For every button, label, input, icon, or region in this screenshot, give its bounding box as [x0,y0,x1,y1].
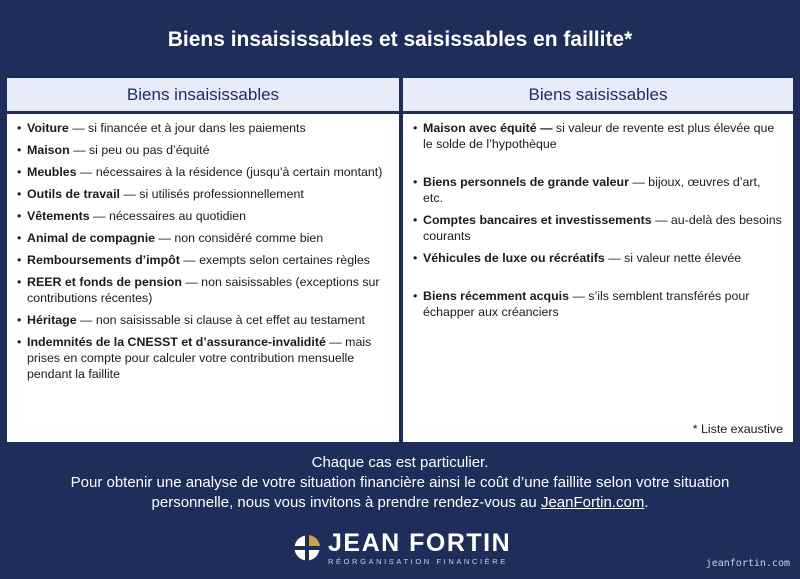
list-item: • Meubles — nécessaires à la résidence (jusqu’à certain montant) [17,164,389,180]
list-item: • Indemnités de la CNESST et d’assurance-invalidité — mais prises en compte pour calculer votre contribution mensuelle pendant la faillite [17,334,389,382]
list-item: • Outils de travail — si utilisés professionnellement [17,186,389,202]
column-body-saisissables [403,114,793,442]
list-item: • Maison avec équité — si valeur de revente est plus élevée que le solde de l’hypothèque [413,120,783,152]
column-insaisissables [7,78,399,442]
list-item: • Vêtements — nécessaires au quotidien [17,208,389,224]
comparison-table [7,78,793,442]
list-item: • Véhicules de luxe ou récréatifs — si valeur nette élevée [413,250,783,266]
list-item: • Animal de compagnie — non considéré comme bien [17,230,389,246]
list-item: • REER et fonds de pension — non saisissables (exceptions sur contributions récentes) [17,274,389,306]
logo [294,530,511,566]
column-heading-insaisissables: Biens insaisissables [7,78,399,111]
column-heading-saisissables: Biens saisissables [403,78,793,111]
list-saisissables [413,120,783,320]
list-item: • Biens personnels de grande valeur — bijoux, œuvres d’art, etc. [413,174,783,206]
website-link[interactable]: JeanFortin.com [540,494,645,511]
list-item: • Maison — si peu ou pas d’équité [17,142,389,158]
list-item: • Comptes bancaires et investissements — au-delà des besoins courants [413,212,783,244]
footer-line-1: Chaque cas est particulier. [311,454,489,471]
footer-line-3: personnelle, nous vous invitons à prendre rendez-vous au JeanFortin.com. [151,494,649,511]
list-item: • Remboursements d’impôt — exempts selon certaines règles [17,252,389,268]
column-saisissables [403,78,793,442]
page-title: Biens insaisissables et saisissables en faillite* [167,28,633,51]
logo-cross-icon [294,535,320,561]
list-item: • Voiture — si financée et à jour dans les paiements [17,120,389,136]
footnote: * Liste exaustive [692,422,783,436]
list-item: • Héritage — non saisissable si clause à cet effet au testament [17,312,389,328]
column-body-insaisissables [7,114,399,442]
logo-subtitle: RÉORGANISATION FINANCIÈRE [328,557,508,566]
logo-name: JEAN FORTIN [328,529,512,557]
list-insaisissables [17,120,389,382]
footer-line-2: Pour obtenir une analyse de votre situation financière ainsi le coût d’une faillite selon votre situation [70,474,730,491]
list-item: • Biens récemment acquis — s’ils semblent transférés pour échapper aux créanciers [413,288,783,320]
footer-text [0,453,800,513]
watermark: jeanfortin.com [705,558,790,569]
